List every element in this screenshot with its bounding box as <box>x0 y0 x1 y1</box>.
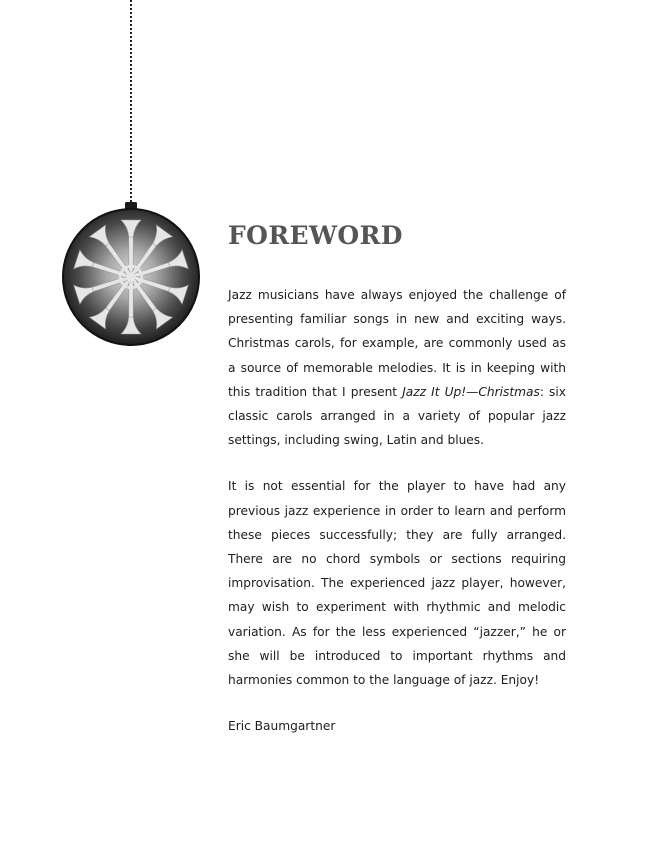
author-signature: Eric Baumgartner <box>228 719 336 734</box>
trumpet-hub-icon <box>126 272 136 282</box>
paragraph-1-text-a: Jazz musicians have always enjoyed the challenge of presenting familiar songs in new and exciting ways. Christmas carols, for example, are commonly used as a source of memorable melodies. It is in keeping with this tradition that I present <box>228 288 566 399</box>
foreword-paragraph-2: It is not essential for the player to have had any previous jazz experience in order to learn and perform these pieces successfully; they are fully arranged. There are no chord symbols or sections requiring improvisation. The experienced jazz player, however, may wish to experiment with rhythmic and melodic variation. As for the less experienced “jazzer,” he or she will be introduced to important rhythms and harmonies common to the language of jazz. Enjoy! <box>228 479 566 688</box>
page-title: FOREWORD <box>228 221 403 250</box>
book-title-italic: Jazz It Up!—Christmas <box>402 384 540 399</box>
foreword-content <box>228 218 566 738</box>
foreword-paragraph-1 <box>228 283 566 452</box>
christmas-ornament-icon <box>0 0 260 360</box>
paragraph-1-text-b: : six classic carols arranged in a variety of popular jazz settings, including swing, Latin and blues. <box>228 384 566 448</box>
